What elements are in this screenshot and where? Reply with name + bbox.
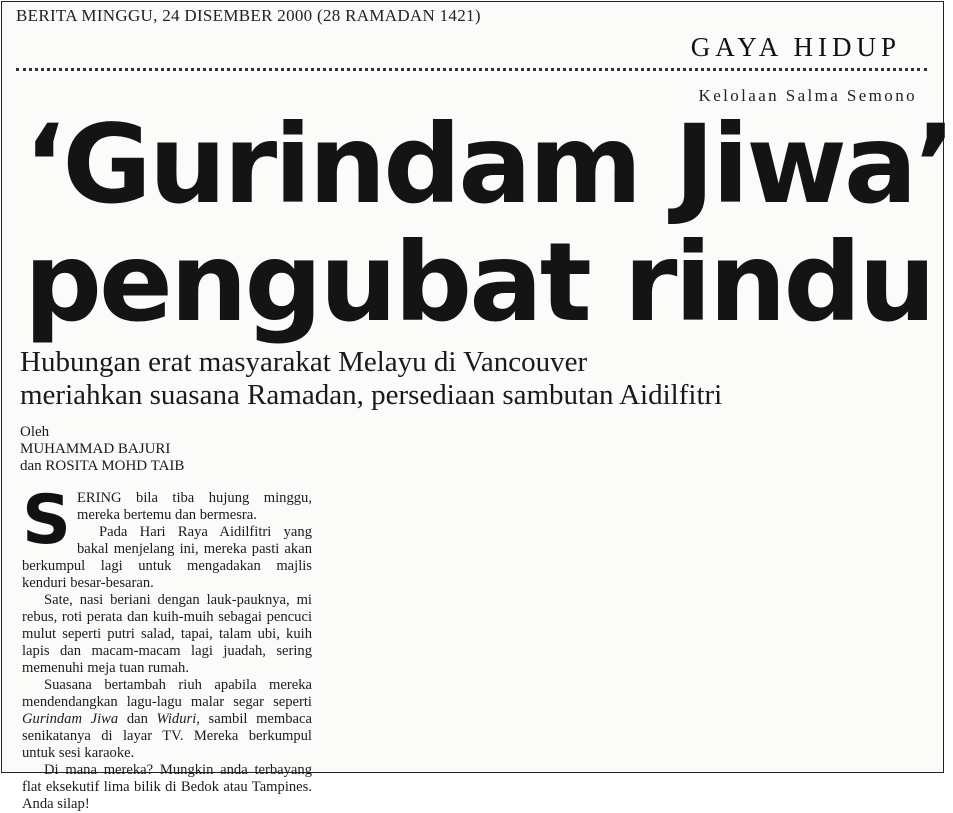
subheadline-line-1: Hubungan erat masyarakat Melayu di Vancouver: [20, 346, 588, 378]
paragraph-text: Suasana bertambah riuh apabila mereka mendendangkan lagu-lagu malar segar seperti: [22, 677, 312, 710]
article-paragraph: Di mana mereka? Mungkin anda terbayang flat eksekutif lima bilik di Bedok atau Tampines. Anda silap!: [22, 762, 312, 812]
newspaper-page: [1, 1, 953, 812]
article-paragraph: Sate, nasi beriani dengan lauk-pauknya, mi rebus, roti perata dan kuih-muih sebagai pencuci mulut seperti putri salad, tapai, talam ubi, kuih lapis dan macam-macam lagi juadah, sering memenuhi meja tuan rumah.: [22, 592, 312, 676]
headline-line-1: ‘Gurindam Jiwa’: [24, 101, 953, 228]
article-paragraph: [22, 677, 312, 762]
paragraph-text: , sambil membaca senikatanya di layar TV. Mereka berkumpul untuk sesi karaoke.: [22, 711, 312, 761]
byline-author-2: dan ROSITA MOHD TAIB: [20, 458, 185, 474]
dateline: BERITA MINGGU, 24 DISEMBER 2000 (28 RAMADAN 1421): [16, 6, 481, 25]
article-paragraph: Pada Hari Raya Aidilfitri yang bakal menjelang ini, mereka pasti akan berkumpul lagi untuk mengadakan majlis kenduri besar-besaran.: [22, 524, 312, 591]
headline: [24, 101, 953, 346]
paragraph-text: dan: [118, 711, 157, 727]
byline-author-1: MUHAMMAD BAJURI: [20, 441, 171, 457]
subheadline-line-2: meriahkan suasana Ramadan, persediaan sambutan Aidilfitri: [20, 379, 723, 411]
editor-credit: Kelolaan Salma Semono: [698, 86, 917, 105]
subheadline: [20, 346, 722, 412]
byline-prefix: Oleh: [20, 424, 50, 440]
headline-line-2: pengubat rindu: [24, 219, 934, 346]
article-body: [22, 481, 312, 813]
song-title: Gurindam Jiwa: [22, 711, 119, 727]
paragraph-text: ERING bila tiba hujung minggu, mereka bertemu dan bermesra.: [76, 490, 312, 523]
drop-cap: S: [22, 481, 71, 560]
song-title: Widuri: [156, 711, 197, 727]
dotted-divider: [16, 68, 927, 71]
section-title: GAYA HIDUP: [690, 32, 901, 62]
byline: [20, 424, 184, 475]
